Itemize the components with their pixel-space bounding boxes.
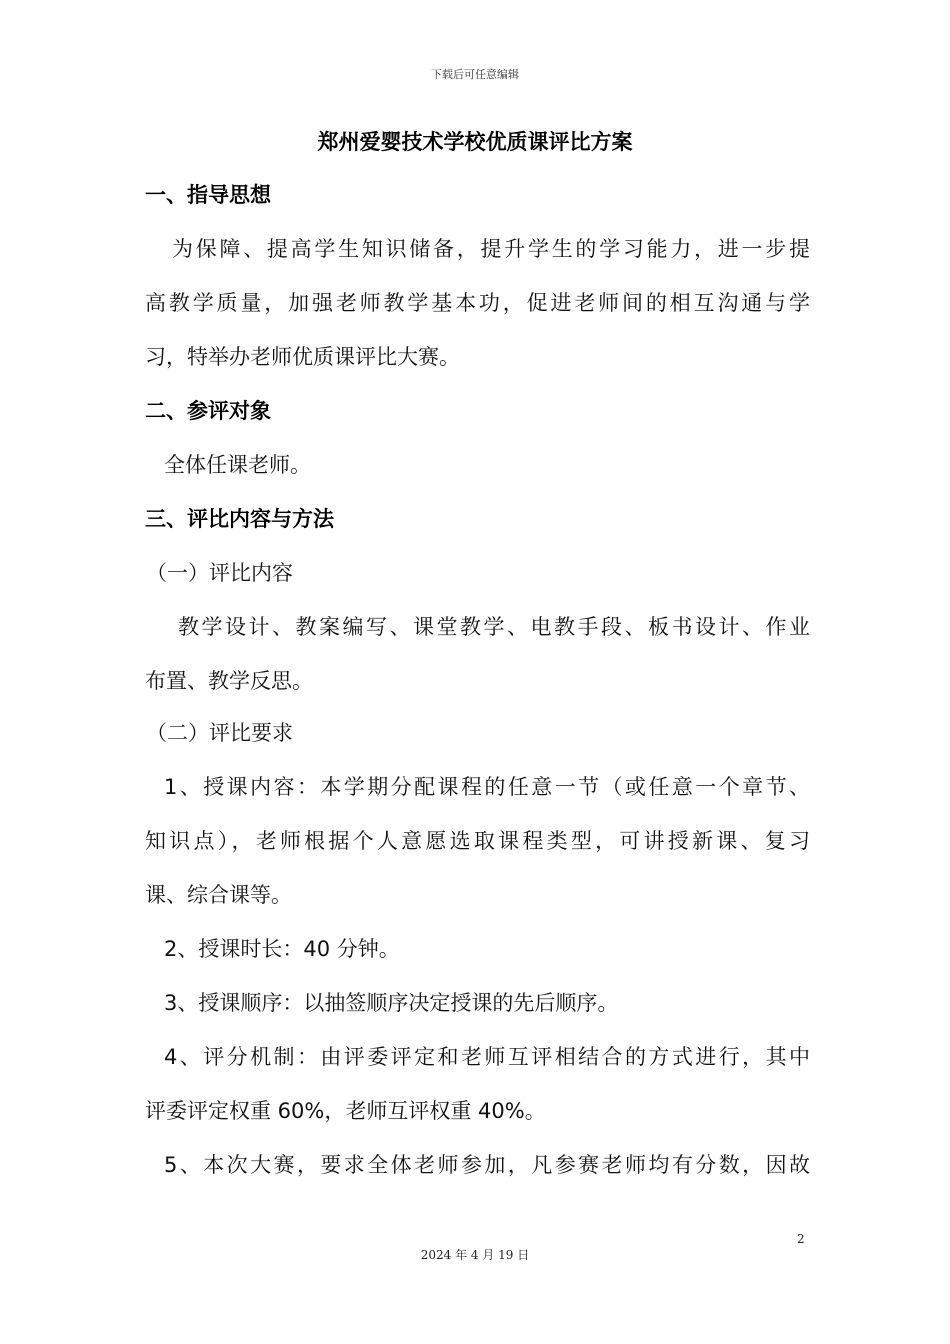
list-item-line: 5、本次大赛，要求全体老师参加，凡参赛老师均有分数，因故 bbox=[164, 1153, 810, 1177]
list-item-line: 2、授课时长：40 分钟。 bbox=[164, 937, 400, 961]
section-heading-participants: 二、参评对象 bbox=[145, 399, 271, 423]
list-item-line: 评委评定权重 60%，老师互评权重 40%。 bbox=[145, 1099, 546, 1123]
section-heading-guiding-thought: 一、指导思想 bbox=[145, 183, 271, 207]
list-item-line: 课、综合课等。 bbox=[145, 883, 292, 907]
paragraph-line: 高教学质量，加强老师教学基本功，促进老师间的相互沟通与学 bbox=[145, 291, 810, 315]
paragraph-line: 布置、教学反思。 bbox=[145, 669, 313, 693]
header-note: 下载后可任意编辑 bbox=[431, 68, 519, 81]
page-number: 2 bbox=[797, 1232, 805, 1246]
subsection-heading-requirements: （二）评比要求 bbox=[146, 721, 293, 745]
list-item-line: 4、评分机制：由评委评定和老师互评相结合的方式进行，其中 bbox=[164, 1045, 810, 1069]
document-title: 郑州爱婴技术学校优质课评比方案 bbox=[317, 130, 633, 154]
list-item-line: 1、授课内容：本学期分配课程的任意一节（或任意一个章节、 bbox=[164, 775, 810, 799]
list-item-line: 知识点），老师根据个人意愿选取课程类型，可讲授新课、复习 bbox=[145, 829, 810, 853]
list-item-line: 3、授课顺序：以抽签顺序决定授课的先后顺序。 bbox=[164, 991, 619, 1015]
paragraph-line: 为保障、提高学生知识储备，提升学生的学习能力，进一步提 bbox=[172, 237, 810, 261]
paragraph-line: 全体任课老师。 bbox=[164, 453, 311, 477]
subsection-heading-content: （一）评比内容 bbox=[146, 561, 293, 585]
section-heading-content-method: 三、评比内容与方法 bbox=[145, 507, 334, 531]
footer-date: 2024 年 4 月 19 日 bbox=[420, 1248, 530, 1262]
paragraph-line: 教学设计、教案编写、课堂教学、电教手段、板书设计、作业 bbox=[178, 615, 810, 639]
paragraph-line: 习，特举办老师优质课评比大赛。 bbox=[145, 345, 460, 369]
